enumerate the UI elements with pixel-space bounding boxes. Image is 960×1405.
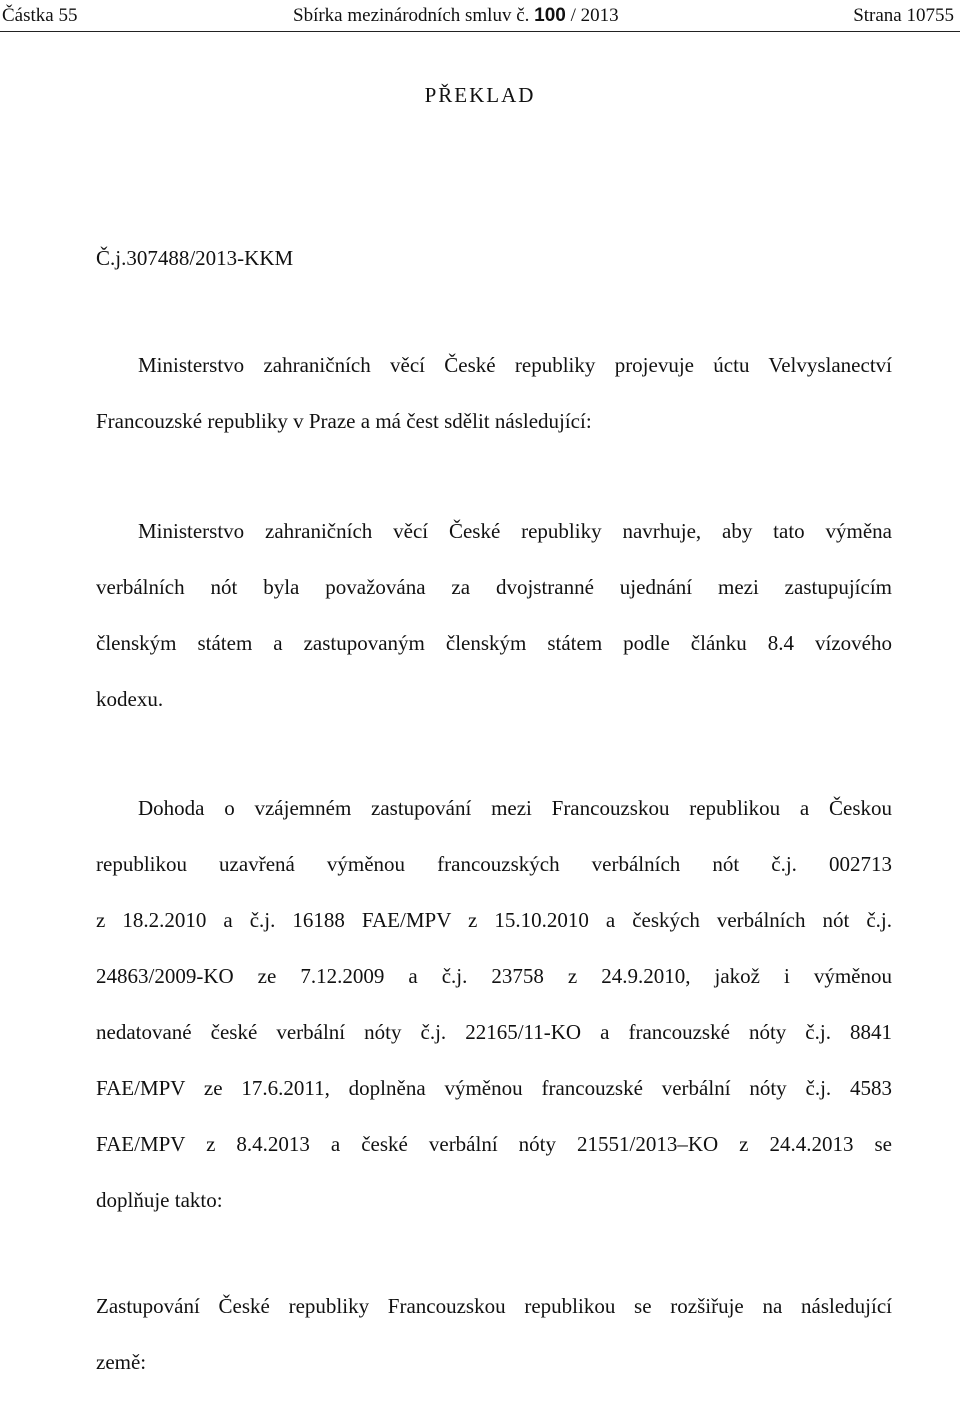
paragraph-intro (96, 352, 892, 464)
paragraph-line: FAE/MPV ze 17.6.2011, doplněna výměnou francouzské verbální nóty č.j. 4583 (96, 1076, 892, 1100)
header-rule (0, 31, 960, 32)
paragraph-line: země: (96, 1350, 147, 1374)
paragraph-line: 24863/2009-KO ze 7.12.2009 a č.j. 23758 z 24.9.2010, jakož i výměnou (96, 964, 892, 988)
paragraph-line: Francouzské republiky v Praze a má čest sdělit následující: (96, 409, 592, 433)
paragraph-line: Zastupování České republiky Francouzskou republikou se rozšiřuje na následující (96, 1294, 892, 1318)
paragraph-line: Dohoda o vzájemném zastupování mezi Francouzskou republikou a Českou (138, 796, 892, 820)
paragraph-line: z 18.2.2010 a č.j. 16188 FAE/MPV z 15.10.2010 a českých verbálních nót č.j. (96, 908, 892, 932)
paragraph-agreement (96, 795, 892, 1243)
paragraph-line: verbálních nót byla považována za dvojstranné ujednání mezi zastupujícím (96, 575, 892, 599)
paragraph-line: nedatované české verbální nóty č.j. 22165/11-KO a francouzské nóty č.j. 8841 (96, 1020, 892, 1044)
paragraph-proposal (96, 518, 892, 742)
paragraph-line: republikou uzavřená výměnou francouzských verbálních nót č.j. 002713 (96, 852, 892, 876)
document-title: PŘEKLAD (424, 83, 536, 107)
paragraph-extension (96, 1293, 892, 1405)
collection-name: Sbírka mezinárodních smluv č. (293, 5, 530, 26)
paragraph-line: kodexu. (96, 687, 164, 711)
page-header (0, 0, 960, 32)
paragraph-line: Ministerstvo zahraničních věcí České republiky projevuje úctu Velvyslanectví (138, 353, 892, 377)
paragraph-line: členským státem a zastupovaným členským státem podle článku 8.4 vízového (96, 631, 892, 655)
collection-number: 100 (534, 5, 566, 26)
page-number: Strana 10755 (853, 5, 954, 26)
collection-title (293, 5, 619, 27)
paragraph-line: doplňuje takto: (96, 1188, 223, 1212)
issue-number: Částka 55 (2, 5, 78, 26)
paragraph-line: FAE/MPV z 8.4.2013 a české verbální nóty 21551/2013–KO z 24.4.2013 se (96, 1132, 892, 1156)
paragraph-line: Ministerstvo zahraničních věcí České republiky navrhuje, aby tato výměna (138, 519, 892, 543)
reference-number: Č.j.307488/2013-KKM (96, 246, 294, 270)
collection-year: / 2013 (570, 5, 619, 26)
